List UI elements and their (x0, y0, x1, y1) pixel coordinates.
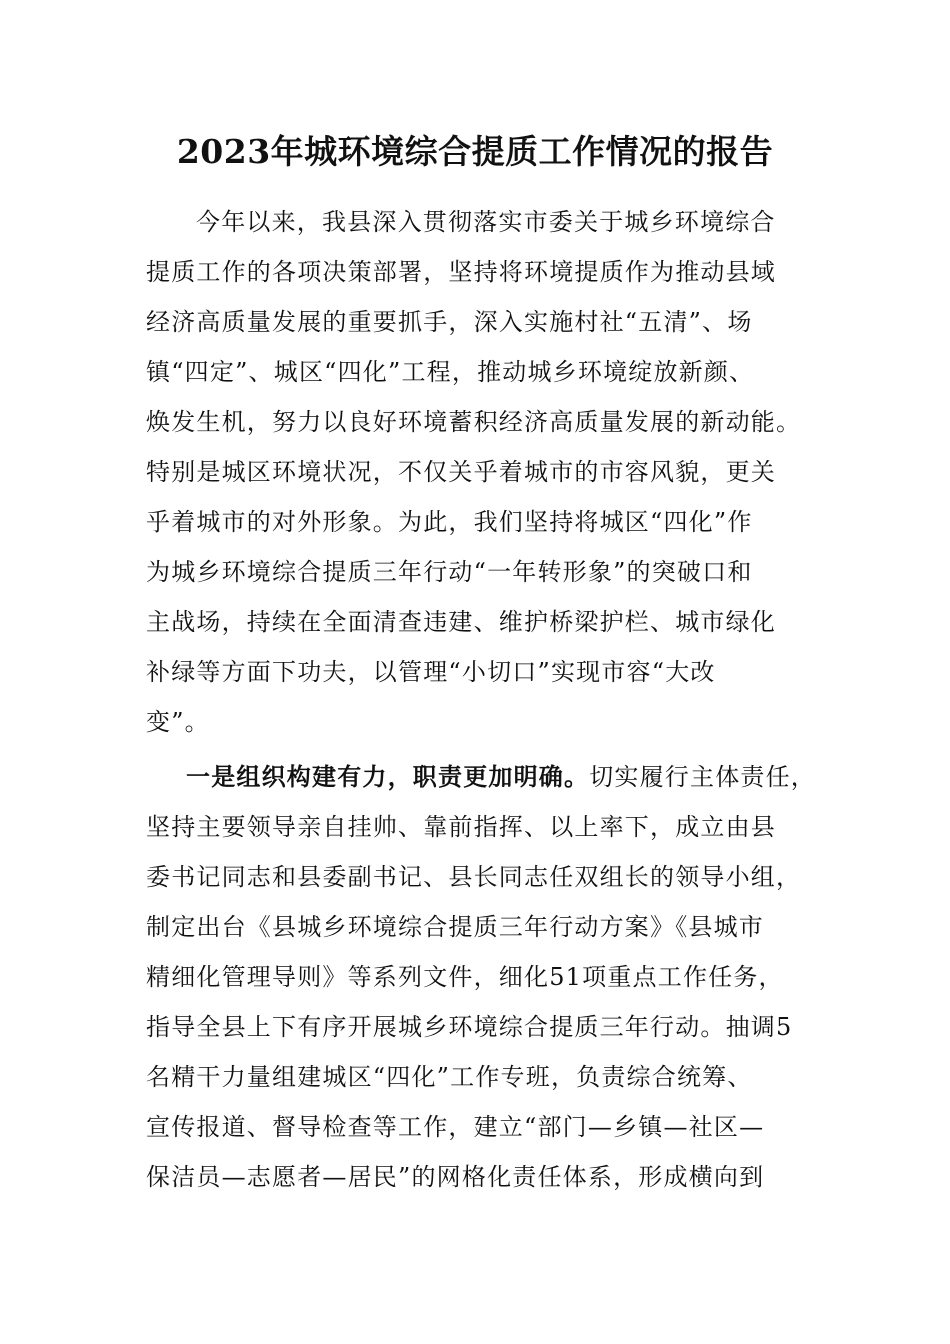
document-title: 2023年城环境综合提质工作情况的报告 (176, 132, 774, 171)
intro-line: 变”。 (146, 708, 210, 736)
section-line: 精细化管理导则》等系列文件，细化51项重点工作任务， (146, 963, 784, 991)
intro-line: 乎着城市的对外形象。为此，我们坚持将城区“四化”作 (146, 508, 753, 536)
intro-line: 提质工作的各项决策部署，坚持将环境提质作为推动县域 (146, 258, 776, 286)
section-line: 保洁员—志愿者—居民”的网格化责任体系，形成横向到 (146, 1163, 765, 1191)
intro-line: 特别是城区环境状况，不仅关乎着城市的市容风貌，更关 (146, 458, 776, 486)
intro-line: 为城乡环境综合提质三年行动“一年转形象”的突破口和 (146, 558, 753, 586)
section-line: 指导全县上下有序开展城乡环境综合提质三年行动。抽调5 (146, 1013, 793, 1041)
section-line: 委书记同志和县委副书记、县长同志任双组长的领导小组， (146, 863, 802, 891)
section-line: 制定出台《县城乡环境综合提质三年行动方案》《县城市 (146, 913, 764, 941)
section-text: 切实履行主体责任， (589, 763, 817, 791)
intro-line: 补绿等方面下功夫，以管理“小切口”实现市容“大改 (146, 658, 716, 686)
section-line: 宣传报道、督导检查等工作，建立“部门—乡镇—社区— (146, 1113, 765, 1141)
intro-line: 焕发生机，努力以良好环境蓄积经济高质量发展的新动能。 (146, 408, 802, 436)
intro-line: 主战场，持续在全面清查违建、维护桥梁护栏、城市绿化 (146, 608, 776, 636)
section-first-line (186, 762, 816, 792)
intro-line: 镇“四定”、城区“四化”工程，推动城乡环境绽放新颜、 (146, 358, 755, 386)
section-line: 名精干力量组建城区“四化”工作专班，负责综合统筹、 (146, 1063, 753, 1091)
intro-line: 经济高质量发展的重要抓手，深入实施村社“五清”、场 (146, 308, 753, 336)
section-heading: 一是组织构建有力，职责更加明确。 (186, 762, 590, 791)
intro-line: 今年以来，我县深入贯彻落实市委关于城乡环境综合 (196, 208, 776, 236)
section-line: 坚持主要领导亲自挂帅、靠前指挥、以上率下，成立由县 (146, 813, 776, 841)
